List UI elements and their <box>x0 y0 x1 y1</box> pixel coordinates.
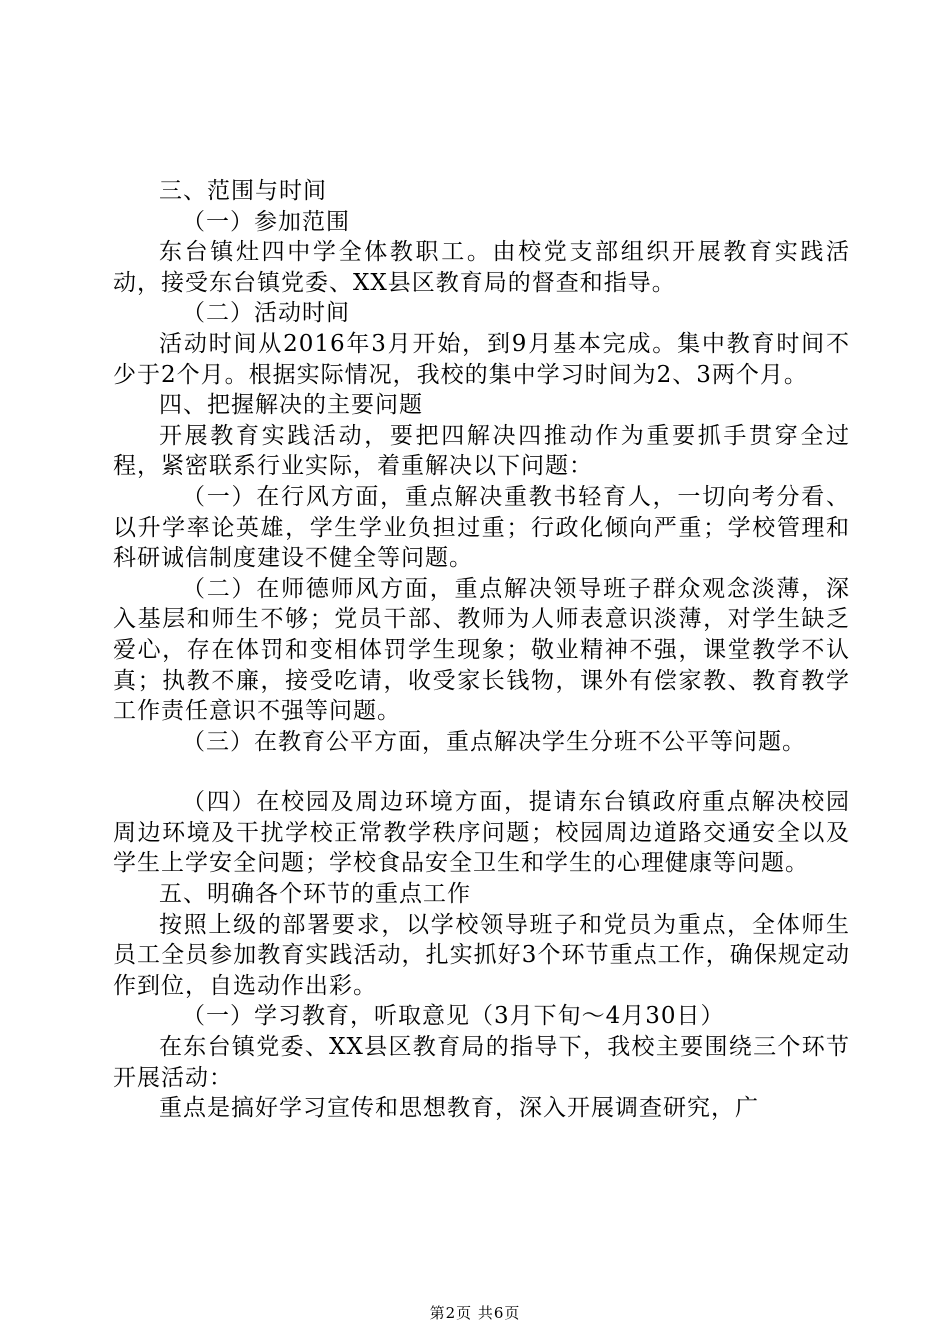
subheading-study-education: （一）学习教育，听取意见（3月下旬～4月30日） <box>182 1003 725 1030</box>
paragraph-gap <box>113 757 850 787</box>
paragraph-time: 活动时间从2016年3月开始，到9月基本完成。集中教育时间不少于2个月。根据实际情况，我校的集中学习时间为2、3两个月。 <box>113 330 850 388</box>
document-body <box>113 176 850 1124</box>
paragraph-focus: 重点是搞好学习宣传和思想教育，深入开展调查研究，广 <box>159 1095 759 1122</box>
paragraph-intro-problems: 开展教育实践活动，要把四解决四推动作为重要抓手贯穿全过程，紧密联系行业实际，着重解决以下问题： <box>113 422 850 480</box>
paragraph-problem-3: （三）在教育公平方面，重点解决学生分班不公平等问题。 <box>182 728 806 755</box>
paragraph-deployment: 按照上级的部署要求，以学校领导班子和党员为重点，全体师生员工全员参加教育实践活动，扎实抓好3个环节重点工作，确保规定动作到位，自选动作出彩。 <box>113 911 850 999</box>
page-footer: 第2页 共6页 <box>429 1304 521 1322</box>
section-heading-4: 四、把握解决的主要问题 <box>159 392 423 419</box>
section-heading-5: 五、明确各个环节的重点工作 <box>159 881 471 908</box>
subheading-activity-time: （二）活动时间 <box>182 300 350 327</box>
paragraph-scope: 东台镇灶四中学全体教职工。由校党支部组织开展教育实践活动，接受东台镇党委、XX县区教育局的督查和指导。 <box>113 239 850 296</box>
paragraph-problem-4: （四）在校园及周边环境方面，提请东台镇政府重点解决校园周边环境及干扰学校正常教学秩序问题；校园周边道路交通安全以及学生上学安全问题；学校食品安全卫生和学生的心理健康等问题。 <box>113 789 850 877</box>
paragraph-guidance: 在东台镇党委、XX县区教育局的指导下，我校主要围绕三个环节开展活动： <box>113 1034 850 1091</box>
paragraph-problem-2: （二）在师德师风方面，重点解决领导班子群众观念淡薄，深入基层和师生不够；党员干部、教师为人师表意识淡薄，对学生缺乏爱心，存在体罚和变相体罚学生现象；敬业精神不强，课堂教学不认真；执教不廉，接受吃请，收受家长钱物，课外有偿家教、教育教学工作责任意识不强等问题。 <box>113 575 850 725</box>
section-heading-3: 三、范围与时间 <box>159 178 327 204</box>
paragraph-problem-1: （一）在行风方面，重点解决重教书轻育人，一切向考分看、以升学率论英雄，学生学业负担过重；行政化倾向严重；学校管理和科研诚信制度建设不健全等问题。 <box>113 483 850 572</box>
subheading-participation-scope: （一）参加范围 <box>182 208 350 235</box>
